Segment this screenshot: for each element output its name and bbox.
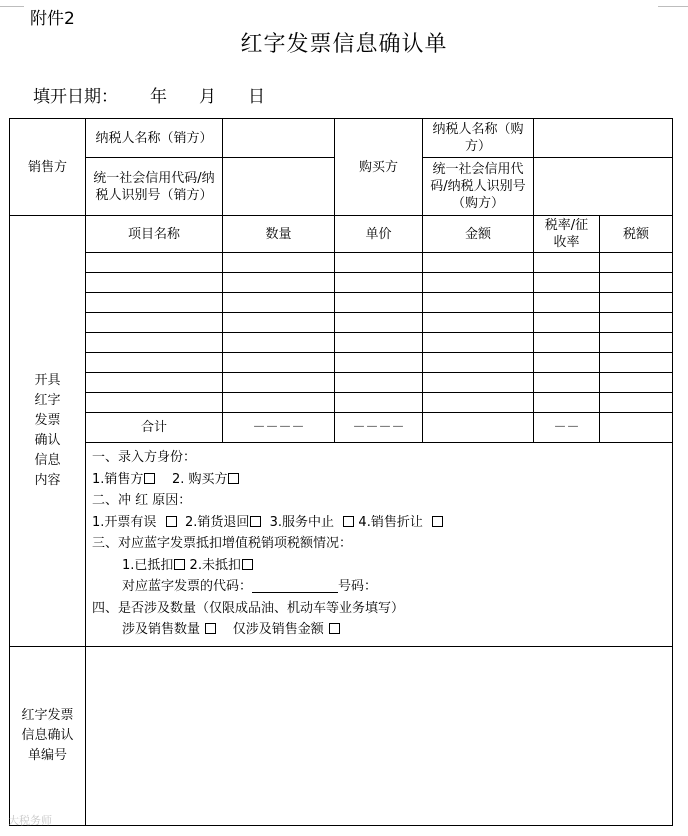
- details-line: 1.销售方 2. 购买方: [92, 469, 672, 491]
- total-label: 合计: [86, 413, 223, 443]
- confirmation-form: [9, 118, 673, 826]
- seller-id-label: 统一社会信用代码/纳税人识别号（销方）: [86, 158, 223, 216]
- total-amount[interactable]: [423, 413, 534, 443]
- buyer-name-label: 纳税人名称（购方）: [423, 119, 534, 158]
- month-label: 月: [199, 87, 216, 107]
- seller-id-value[interactable]: [223, 158, 335, 216]
- watermark: 大税务师: [8, 814, 52, 827]
- column-header: 单价: [335, 216, 423, 253]
- column-header: 项目名称: [86, 216, 223, 253]
- details-line: 四、是否涉及数量（仅限成品油、机动车等业务填写）: [92, 600, 405, 616]
- reason-suspend-checkbox[interactable]: [343, 516, 354, 527]
- year-label: 年: [150, 87, 167, 107]
- seller-checkbox[interactable]: [144, 473, 155, 484]
- buyer-name-value[interactable]: [534, 119, 673, 158]
- reason-discount-checkbox[interactable]: [432, 516, 443, 527]
- buyer-label: 购买方: [335, 119, 423, 216]
- day-label: 日: [248, 87, 265, 107]
- table-row: [10, 353, 673, 373]
- buyer-id-label: 统一社会信用代码/纳税人识别号（购方）: [423, 158, 534, 216]
- total-row: [10, 413, 673, 443]
- reason-return-checkbox[interactable]: [250, 516, 261, 527]
- details-line: 三、对应蓝字发票抵扣增值税销项税额情况：: [92, 536, 353, 551]
- page-title: 红字发票信息确认单: [240, 32, 448, 57]
- not-deducted-checkbox[interactable]: [242, 559, 253, 570]
- table-row: [10, 373, 673, 393]
- buyer-checkbox[interactable]: [228, 473, 239, 484]
- details-line: 对应蓝字发票的代码： 号码：: [122, 579, 378, 594]
- table-row: [10, 333, 673, 353]
- buyer-id-value[interactable]: [534, 158, 673, 216]
- table-row: [10, 393, 673, 413]
- reason-error-checkbox[interactable]: [166, 516, 177, 527]
- amount-only-checkbox[interactable]: [329, 623, 340, 634]
- confirmation-number-value[interactable]: [86, 647, 673, 826]
- confirmation-number-label: 红字发票信息确认单编号: [10, 647, 86, 826]
- table-row: [10, 313, 673, 333]
- column-header: 税率/征收率: [534, 216, 600, 253]
- details-line: 涉及销售数量 仅涉及销售金额: [92, 619, 672, 641]
- total-qty-dash: －－－－: [223, 413, 335, 443]
- attachment-label: 附件2: [30, 9, 75, 29]
- corner-line-left: [0, 6, 24, 7]
- date-row: [33, 82, 265, 107]
- items-section-label: 开具红字发票确认信息内容: [10, 216, 86, 647]
- table-row: [10, 253, 673, 273]
- total-price-dash: －－－－: [335, 413, 423, 443]
- column-header: 数量: [223, 216, 335, 253]
- blue-invoice-code-field[interactable]: [252, 578, 338, 593]
- seller-label: 销售方: [10, 119, 86, 216]
- details-line: 1.开票有误 2.销货退回 3.服务中止 4.销售折让: [92, 512, 672, 534]
- details-section: [86, 443, 673, 647]
- details-line: 二、冲 红 原因：: [92, 493, 192, 508]
- total-tax[interactable]: [600, 413, 673, 443]
- details-line: 1.已抵扣 2.未抵扣: [92, 555, 672, 577]
- table-row: [10, 293, 673, 313]
- column-header: 税额: [600, 216, 673, 253]
- table-row: [10, 273, 673, 293]
- column-header: 金额: [423, 216, 534, 253]
- date-label: 填开日期：: [33, 87, 118, 107]
- seller-name-label: 纳税人名称（销方）: [86, 119, 223, 158]
- details-line: 一、录入方身份：: [92, 450, 197, 465]
- total-rate-dash: －－: [534, 413, 600, 443]
- seller-name-value[interactable]: [223, 119, 335, 158]
- corner-line-right: [658, 6, 688, 7]
- quantity-checkbox[interactable]: [205, 623, 216, 634]
- deducted-checkbox[interactable]: [174, 559, 185, 570]
